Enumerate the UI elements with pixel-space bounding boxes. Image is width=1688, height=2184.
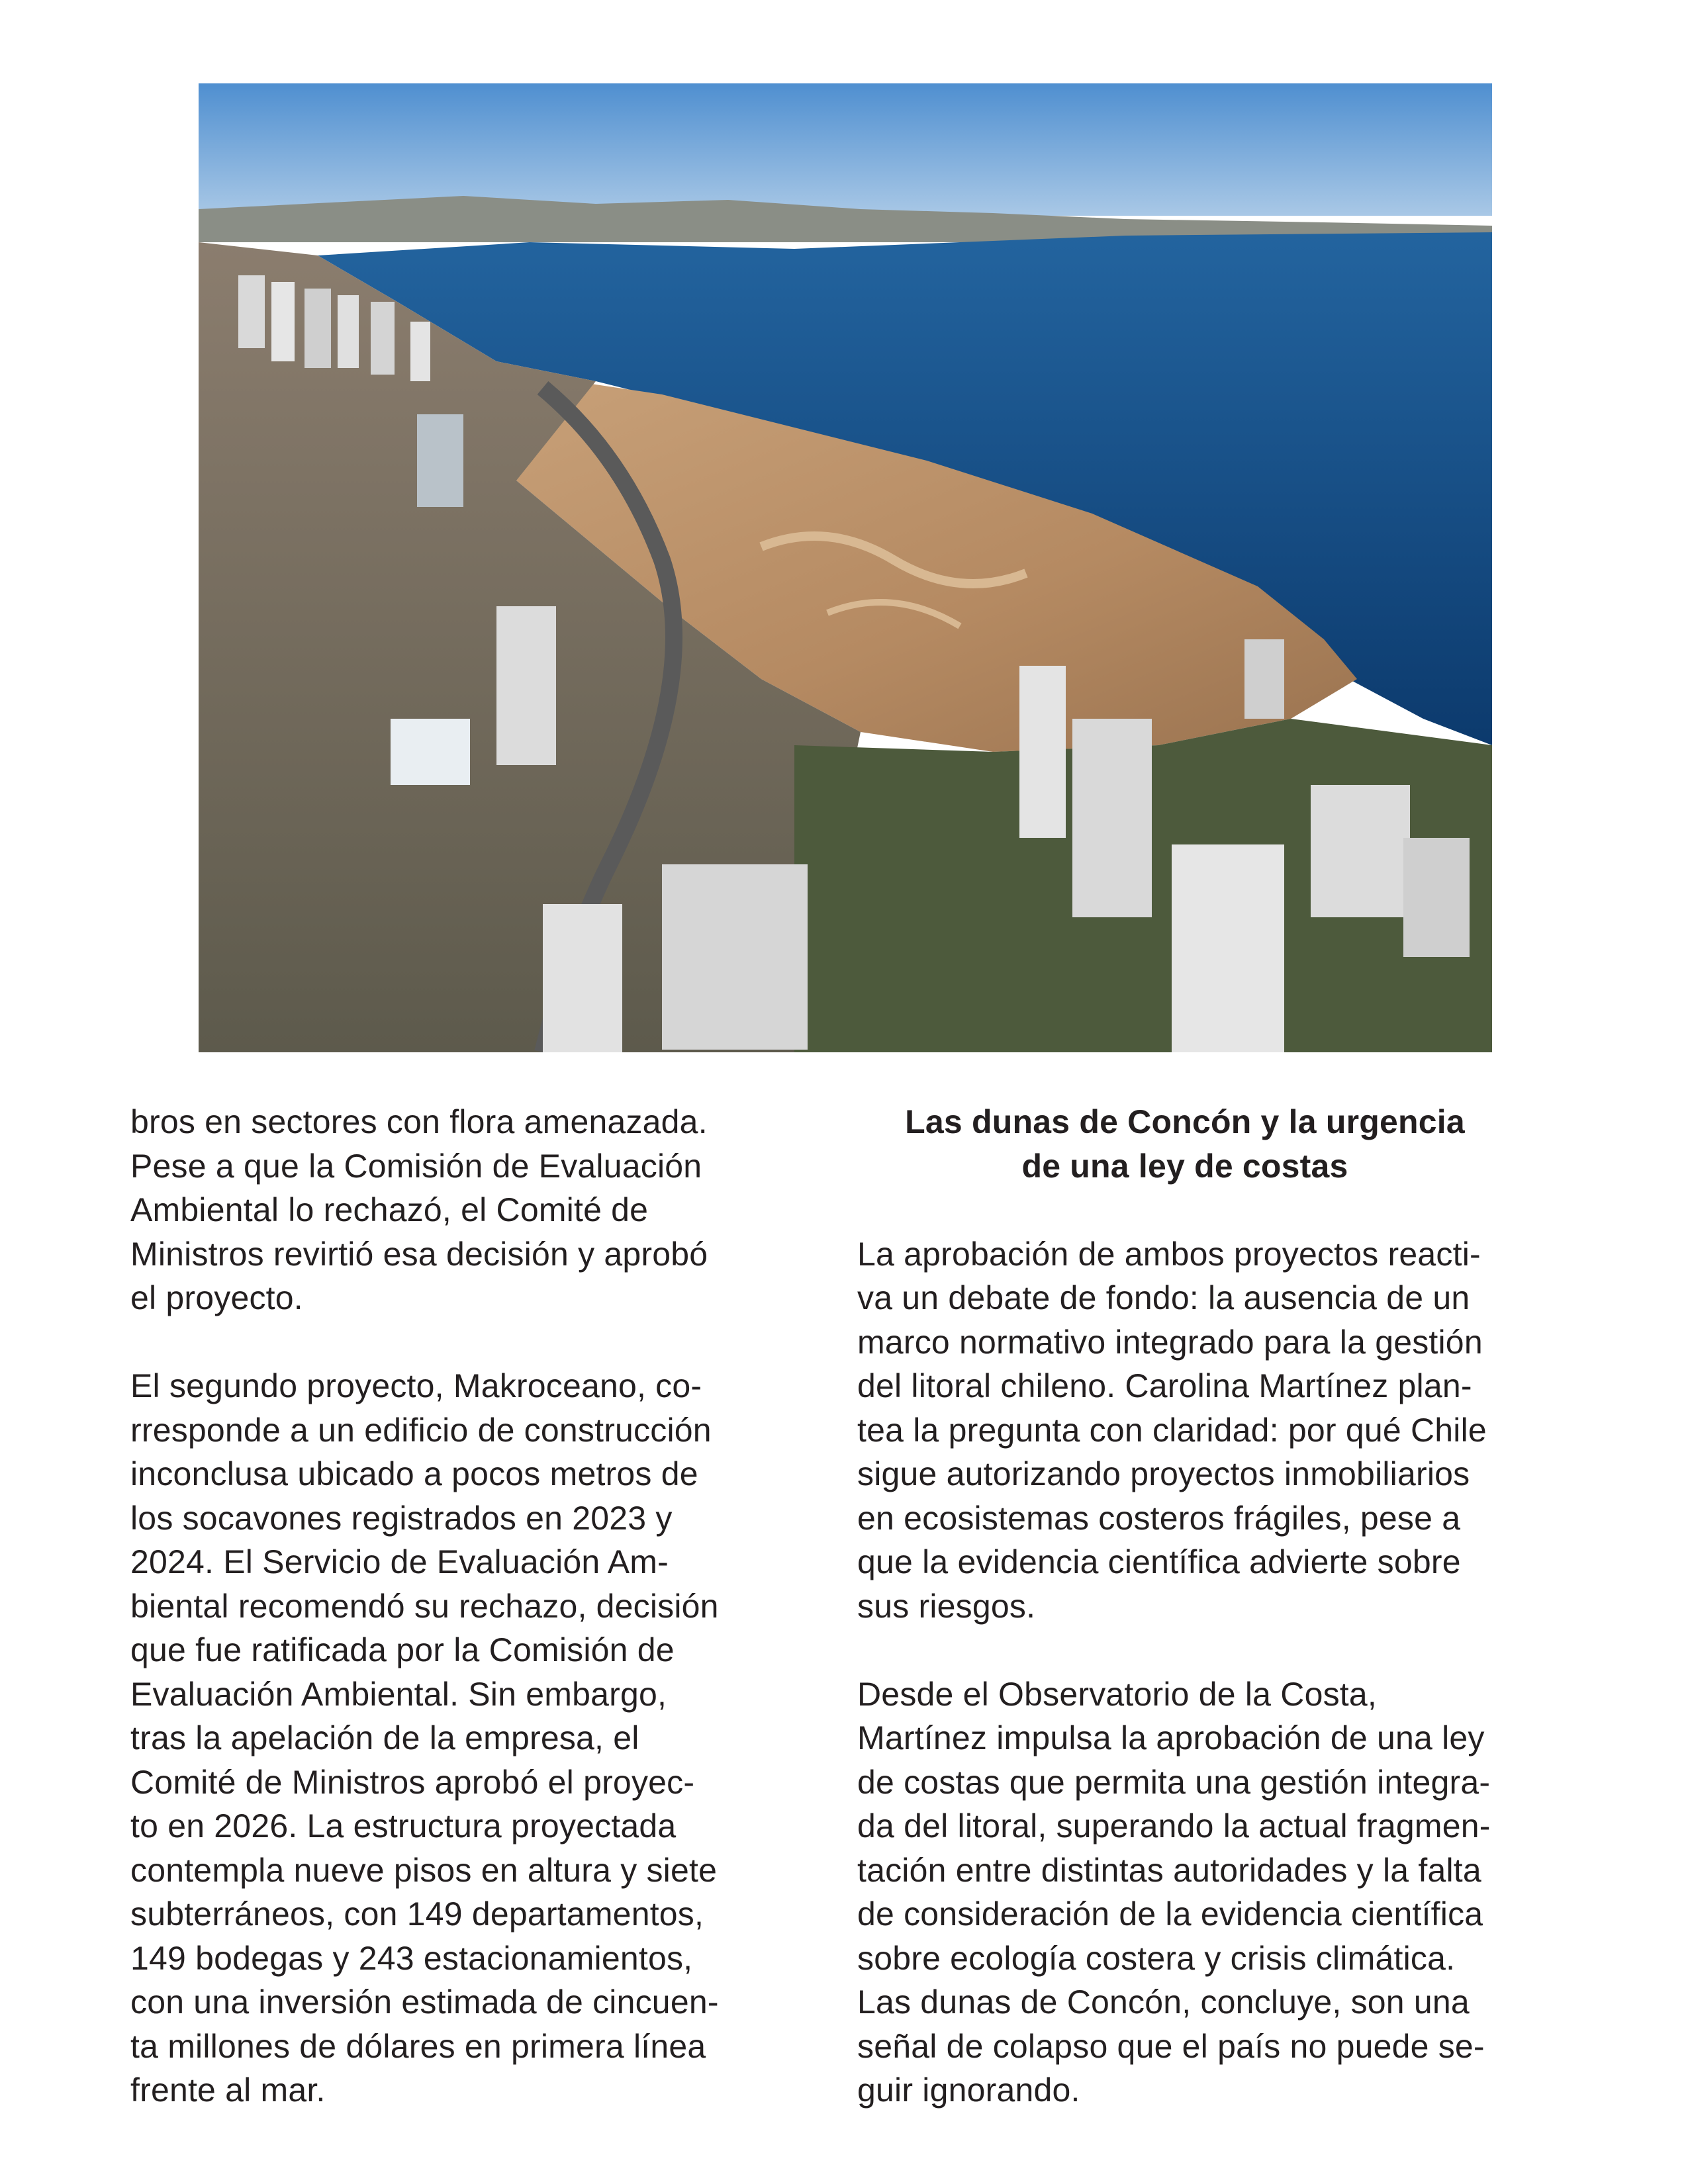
text-line: bros en sectores con flora amenazada. — [130, 1103, 708, 1140]
text-line: tación entre distintas autoridades y la falta — [857, 1851, 1481, 1889]
text-line: sobre ecología costera y crisis climática. — [857, 1939, 1456, 1977]
text-line: rresponde a un edificio de construcción — [130, 1411, 712, 1449]
text-line: con una inversión estimada de cincuen- — [130, 1983, 719, 2021]
right-column — [857, 1100, 1559, 2113]
text-line: que fue ratificada por la Comisión de — [130, 1631, 675, 1668]
text-line: el proyecto. — [130, 1279, 303, 1316]
text-line: de costas que permita una gestión integra- — [857, 1763, 1491, 1801]
paragraph — [130, 1364, 792, 2113]
text-line: to en 2026. La estructura proyectada — [130, 1807, 677, 1844]
text-line: tras la apelación de la empresa, el — [130, 1719, 639, 1756]
text-line: guir ignorando. — [857, 2071, 1080, 2109]
text-line: Pese a que la Comisión de Evaluación — [130, 1147, 702, 1185]
text-line: los socavones registrados en 2023 y — [130, 1499, 673, 1537]
text-line: sus riesgos. — [857, 1587, 1036, 1625]
text-line: subterráneos, con 149 departamentos, — [130, 1895, 704, 1933]
text-line: va un debate de fondo: la ausencia de un — [857, 1279, 1470, 1316]
text-line: Ambiental lo rechazó, el Comité de — [130, 1191, 649, 1228]
text-line: La aprobación de ambos proyectos reacti- — [857, 1235, 1481, 1273]
text-line: Comité de Ministros aprobó el proyec- — [130, 1763, 695, 1801]
text-line: Evaluación Ambiental. Sin embargo, — [130, 1675, 667, 1713]
text-line: tea la pregunta con claridad: por qué Chile — [857, 1411, 1487, 1449]
section-heading — [857, 1100, 1513, 1188]
text-line: Ministros revirtió esa decisión y aprobó — [130, 1235, 708, 1273]
text-line: 149 bodegas y 243 estacionamientos, — [130, 1939, 693, 1977]
paragraph — [857, 1232, 1559, 1629]
heading-line: de una ley de costas — [1021, 1147, 1348, 1185]
text-line: que la evidencia científica advierte sobre — [857, 1543, 1461, 1580]
text-line: 2024. El Servicio de Evaluación Am- — [130, 1543, 669, 1580]
paragraph — [130, 1100, 792, 1320]
text-line: da del litoral, superando la actual fragmen- — [857, 1807, 1491, 1844]
heading-line: Las dunas de Concón y la urgencia — [905, 1103, 1465, 1140]
left-column — [130, 1100, 792, 2113]
text-line: contempla nueve pisos en altura y siete — [130, 1851, 718, 1889]
text-line: del litoral chileno. Carolina Martínez plan- — [857, 1367, 1472, 1404]
text-line: ta millones de dólares en primera línea — [130, 2027, 706, 2065]
text-line: Desde el Observatorio de la Costa, — [857, 1675, 1377, 1713]
text-line: señal de colapso que el país no puede se- — [857, 2027, 1485, 2065]
photo-illustration — [199, 83, 1492, 1052]
text-line: El segundo proyecto, Makroceano, co- — [130, 1367, 702, 1404]
text-line: biental recomendó su rechazo, decisión — [130, 1587, 719, 1625]
aerial-coastline-photo — [199, 83, 1492, 1052]
text-line: frente al mar. — [130, 2071, 326, 2109]
text-line: sigue autorizando proyectos inmobiliarios — [857, 1455, 1470, 1492]
sky — [199, 83, 1492, 216]
paragraph — [857, 1672, 1559, 2113]
text-line: Martínez impulsa la aprobación de una ley — [857, 1719, 1485, 1756]
text-line: marco normativo integrado para la gestión — [857, 1323, 1483, 1361]
text-line: Las dunas de Concón, concluye, son una — [857, 1983, 1470, 2021]
text-line: en ecosistemas costeros frágiles, pese a — [857, 1499, 1461, 1537]
text-line: de consideración de la evidencia científica — [857, 1895, 1483, 1933]
text-line: inconclusa ubicado a pocos metros de — [130, 1455, 698, 1492]
